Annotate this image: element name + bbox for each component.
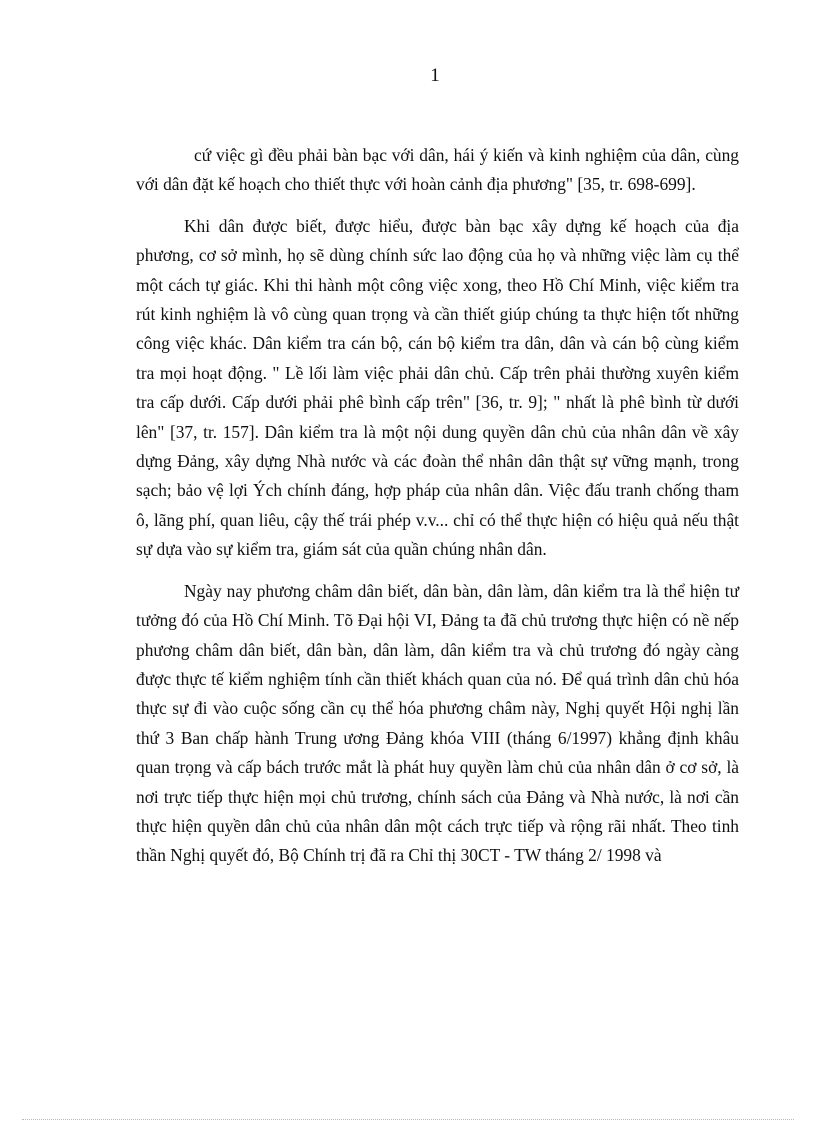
paragraph-2: Khi dân được biết, được hiểu, được bàn bạc xây dựng kế hoạch của địa phương, cơ sở mình, họ sẽ dùng chính sức lao động của họ và những việc làm cụ thể một cách tự giác. Khi thi hành một công việc xong, theo Hồ Chí Minh, việc kiểm tra rút kinh nghiệm là vô cùng quan trọng và cần thiết giúp chúng ta thực hiện tốt những công việc khác. Dân kiểm tra cán bộ, cán bộ kiểm tra dân, dân và cán bộ cùng kiểm tra mọi hoạt động. " Lề lối làm việc phải dân chủ. Cấp trên phải thường xuyên kiểm tra cấp dưới. Cấp dưới phải phê bình cấp trên" [36, tr. 9]; " nhất là phê bình từ dưới lên" [37, tr. 157]. Dân kiểm tra là một nội dung quyền dân chủ của nhân dân về xây dựng Đảng, xây dựng Nhà nước và các đoàn thể nhân dân thật sự vững mạnh, trong sạch; bảo vệ lợi Ých chính đáng, hợp pháp của nhân dân. Việc đấu tranh chống tham ô, lãng phí, quan liêu, cậy thế trái phép v.v... chỉ có thể thực hiện có hiệu quả nếu thật sự dựa vào sự kiểm tra, giám sát của quần chúng nhân dân.	[136, 215, 739, 560]
paragraph-3: Ngày nay phương châm dân biết, dân bàn, dân làm, dân kiểm tra là thể hiện tư tưởng đó của Hồ Chí Minh. Tõ Đại hội VI, Đảng ta đã chủ trương thực hiện có nề nếp phương châm dân biết, dân bàn, dân làm, dân kiểm tra và chủ trương đó ngày càng được thực tế kiểm nghiệm tính cần thiết khách quan của nó. Để quá trình dân chủ hóa thực sự đi vào cuộc sống cần cụ thể hóa phương châm này, Nghị quyết Hội nghị lần thứ 3 Ban chấp hành Trung ương Đảng khóa VIII (tháng 6/1997) khẳng định khâu quan trọng và cấp bách trước mắt là phát huy quyền làm chủ của nhân dân ở cơ sở, là nơi trực tiếp thực hiện mọi chủ trương, chính sách của Đảng và Nhà nước, là nơi cần thực hiện quyền dân chủ của nhân dân một cách trực tiếp và rộng rãi nhất. Theo tinh thần Nghị quyết đó, Bộ Chính trị đã ra Chỉ thị 30CT - TW tháng 2/ 1998 và	[136, 580, 739, 866]
body-text	[136, 141, 739, 871]
paragraph-1: cứ việc gì đều phải bàn bạc với dân, hái ý kiến và kinh nghiệm của dân, cùng với dân đặt kế hoạch cho thiết thực với hoàn cảnh địa phương" [35, tr. 698-699].	[136, 145, 739, 195]
page-bottom-divider	[22, 1119, 794, 1120]
page-number: 1	[430, 65, 440, 86]
